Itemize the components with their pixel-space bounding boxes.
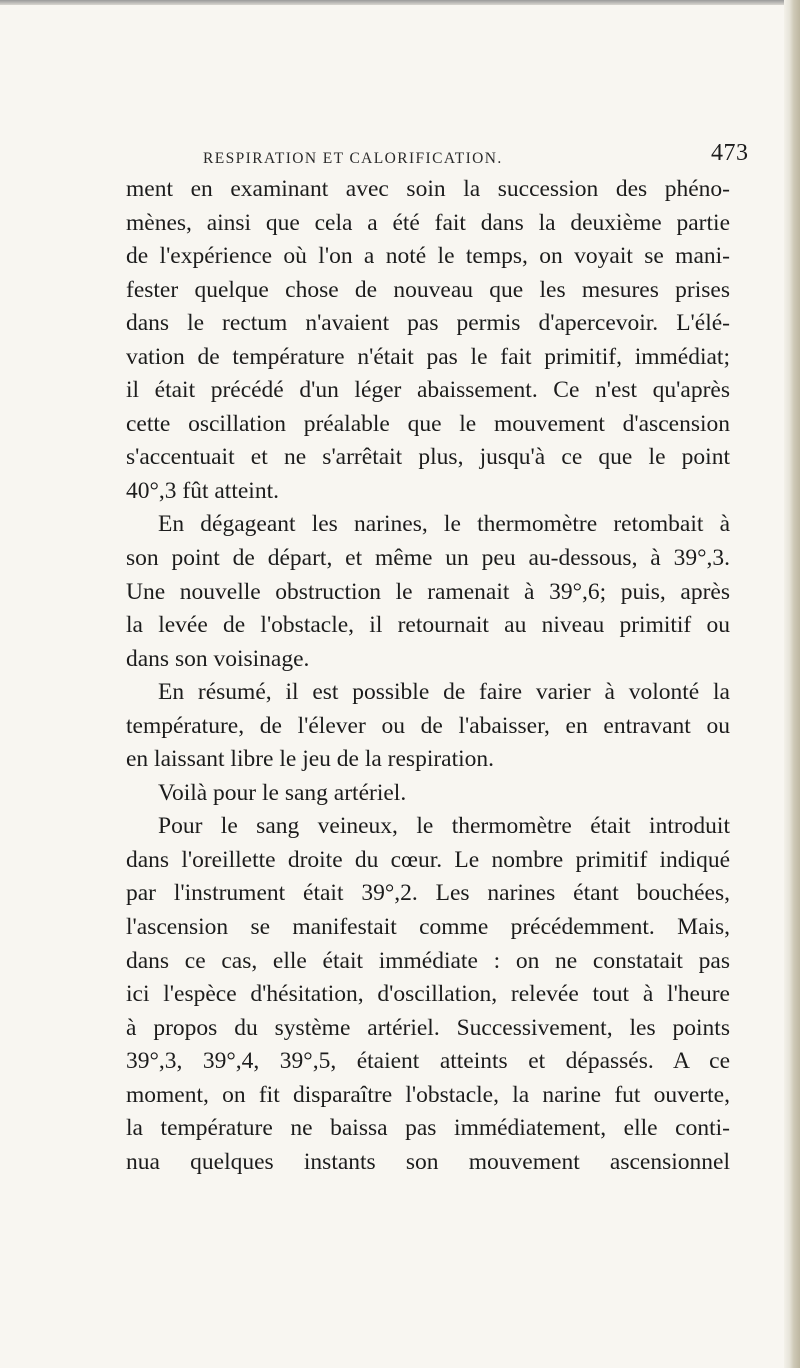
text-line: s'accentuait et ne s'arrêtait plus, jusqu'à ce que le point bbox=[126, 444, 730, 471]
text-line: fester quelque chose de nouveau que les mesures prises bbox=[126, 276, 730, 303]
top-edge-shadow bbox=[0, 0, 800, 5]
page-edge-shadow bbox=[784, 0, 800, 1368]
paragraph-end-line: 40°,3 fût atteint. bbox=[126, 477, 279, 504]
text-line: 39°,3, 39°,4, 39°,5, étaient atteints et dépassés. A ce bbox=[126, 1048, 730, 1075]
paragraph-start-line: Pour le sang veineux, le thermomètre était introduit bbox=[158, 813, 730, 840]
text-line: nua quelques instants son mouvement ascensionnel bbox=[126, 1148, 730, 1175]
paragraph-single-line: Voilà pour le sang artériel. bbox=[158, 779, 407, 806]
text-line: la levée de l'obstacle, il retournait au niveau primitif ou bbox=[126, 612, 730, 639]
text-line: dans ce cas, elle était immédiate : on ne constatait pas bbox=[126, 947, 730, 974]
paragraph-start-line: En résumé, il est possible de faire varier à volonté la bbox=[158, 679, 730, 706]
text-line: moment, on fit disparaître l'obstacle, la narine fut ouverte, bbox=[126, 1081, 730, 1108]
text-line: dans le rectum n'avaient pas permis d'apercevoir. L'élé- bbox=[126, 310, 730, 337]
text-line: cette oscillation préalable que le mouvement d'ascension bbox=[126, 410, 730, 437]
paragraph-start-line: En dégageant les narines, le thermomètre retombait à bbox=[158, 511, 730, 538]
body-text bbox=[126, 173, 730, 1179]
text-line: il était précédé d'un léger abaissement. Ce n'est qu'après bbox=[126, 377, 730, 404]
text-line: à propos du système artériel. Successivement, les points bbox=[126, 1014, 730, 1041]
page-number: 473 bbox=[711, 140, 749, 166]
text-line: son point de départ, et même un peu au-dessous, à 39°,3. bbox=[126, 545, 730, 572]
text-line: dans l'oreillette droite du cœur. Le nombre primitif indiqué bbox=[126, 846, 730, 873]
text-line: mènes, ainsi que cela a été fait dans la deuxième partie bbox=[126, 209, 730, 236]
text-line: Une nouvelle obstruction le ramenait à 39°,6; puis, après bbox=[126, 578, 730, 605]
paragraph-end-line: en laissant libre le jeu de la respiration. bbox=[126, 746, 495, 773]
text-line: l'ascension se manifestait comme précédemment. Mais, bbox=[126, 914, 730, 941]
running-header: RESPIRATION ET CALORIFICATION. bbox=[203, 150, 503, 167]
paragraph-end-line: dans son voisinage. bbox=[126, 645, 310, 672]
text-line: par l'instrument était 39°,2. Les narines étant bouchées, bbox=[126, 880, 730, 907]
text-line: température, de l'élever ou de l'abaisser, en entravant ou bbox=[126, 712, 730, 739]
text-line: ment en examinant avec soin la succession des phéno- bbox=[126, 176, 730, 202]
text-line: la température ne baissa pas immédiatement, elle conti- bbox=[126, 1115, 730, 1142]
text-line: vation de température n'était pas le fait primitif, immédiat; bbox=[126, 343, 730, 370]
text-line: de l'expérience où l'on a noté le temps, on voyait se mani- bbox=[126, 243, 730, 270]
text-line: ici l'espèce d'hésitation, d'oscillation, relevée tout à l'heure bbox=[126, 981, 730, 1008]
